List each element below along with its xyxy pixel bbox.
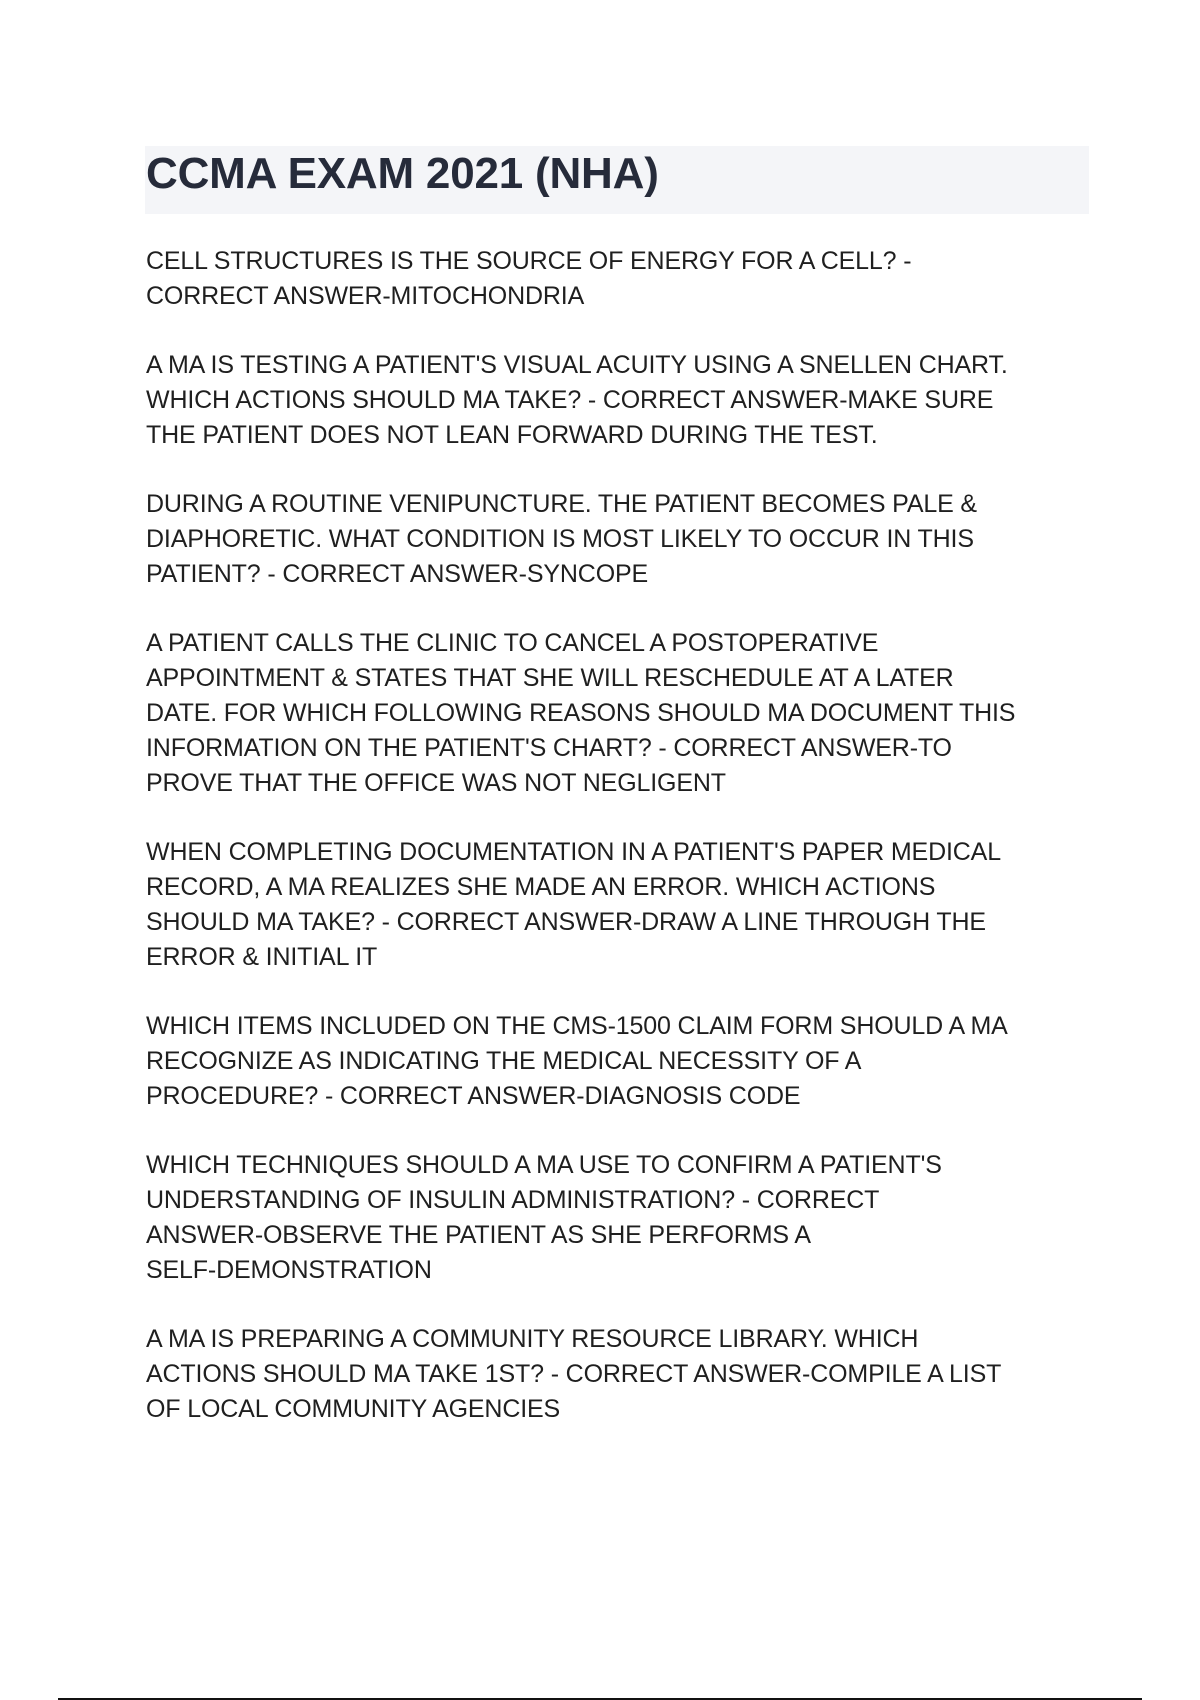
qa-text-line: SELF-DEMONSTRATION — [146, 1256, 432, 1284]
qa-text-line: OF LOCAL COMMUNITY AGENCIES — [146, 1395, 561, 1423]
qa-text-line: WHEN COMPLETING DOCUMENTATION IN A PATIENT'S PAPER MEDICAL — [146, 838, 1001, 866]
qa-item — [146, 348, 1086, 453]
qa-text-line: INFORMATION ON THE PATIENT'S CHART? - CORRECT ANSWER-TO — [146, 734, 952, 762]
qa-item — [146, 487, 1086, 592]
qa-item — [146, 1148, 1086, 1288]
qa-text-line: DURING A ROUTINE VENIPUNCTURE. THE PATIENT BECOMES PALE & — [146, 490, 977, 518]
qa-text-line: UNDERSTANDING OF INSULIN ADMINISTRATION? - CORRECT — [146, 1186, 880, 1214]
qa-list — [146, 244, 1086, 1461]
qa-text-line: CELL STRUCTURES IS THE SOURCE OF ENERGY FOR A CELL? - — [146, 247, 912, 275]
qa-item — [146, 835, 1086, 975]
qa-text-line: ERROR & INITIAL IT — [146, 943, 378, 971]
qa-text-line: PROVE THAT THE OFFICE WAS NOT NEGLIGENT — [146, 769, 726, 797]
qa-text-line: WHICH ITEMS INCLUDED ON THE CMS-1500 CLAIM FORM SHOULD A MA — [146, 1012, 1008, 1040]
qa-item — [146, 1009, 1086, 1114]
qa-text-line: RECOGNIZE AS INDICATING THE MEDICAL NECESSITY OF A — [146, 1047, 862, 1075]
qa-text-line: APPOINTMENT & STATES THAT SHE WILL RESCHEDULE AT A LATER — [146, 664, 954, 692]
qa-text-line: RECORD, A MA REALIZES SHE MADE AN ERROR. WHICH ACTIONS — [146, 873, 936, 901]
qa-text-line: WHICH TECHNIQUES SHOULD A MA USE TO CONFIRM A PATIENT'S — [146, 1151, 942, 1179]
qa-text-line: PATIENT? - CORRECT ANSWER-SYNCOPE — [146, 560, 649, 588]
qa-item — [146, 626, 1086, 801]
qa-text-line: DIAPHORETIC. WHAT CONDITION IS MOST LIKELY TO OCCUR IN THIS — [146, 525, 974, 553]
qa-text-line: A MA IS TESTING A PATIENT'S VISUAL ACUITY USING A SNELLEN CHART. — [146, 351, 1008, 379]
qa-text-line: CORRECT ANSWER-MITOCHONDRIA — [146, 282, 585, 310]
page-title: CCMA EXAM 2021 (NHA) — [146, 149, 659, 198]
qa-text-line: ACTIONS SHOULD MA TAKE 1ST? - CORRECT ANSWER-COMPILE A LIST — [146, 1360, 1002, 1388]
qa-text-line: DATE. FOR WHICH FOLLOWING REASONS SHOULD MA DOCUMENT THIS — [146, 699, 1016, 727]
qa-text-line: A MA IS PREPARING A COMMUNITY RESOURCE LIBRARY. WHICH — [146, 1325, 919, 1353]
qa-text-line: WHICH ACTIONS SHOULD MA TAKE? - CORRECT ANSWER-MAKE SURE — [146, 386, 994, 414]
qa-text-line: THE PATIENT DOES NOT LEAN FORWARD DURING THE TEST. — [146, 421, 878, 449]
qa-text-line: SHOULD MA TAKE? - CORRECT ANSWER-DRAW A LINE THROUGH THE — [146, 908, 986, 936]
qa-item — [146, 1322, 1086, 1427]
qa-text-line: ANSWER-OBSERVE THE PATIENT AS SHE PERFORMS A — [146, 1221, 811, 1249]
qa-item — [146, 244, 1086, 314]
qa-text-line: A PATIENT CALLS THE CLINIC TO CANCEL A POSTOPERATIVE — [146, 629, 879, 657]
qa-text-line: PROCEDURE? - CORRECT ANSWER-DIAGNOSIS CODE — [146, 1082, 801, 1110]
